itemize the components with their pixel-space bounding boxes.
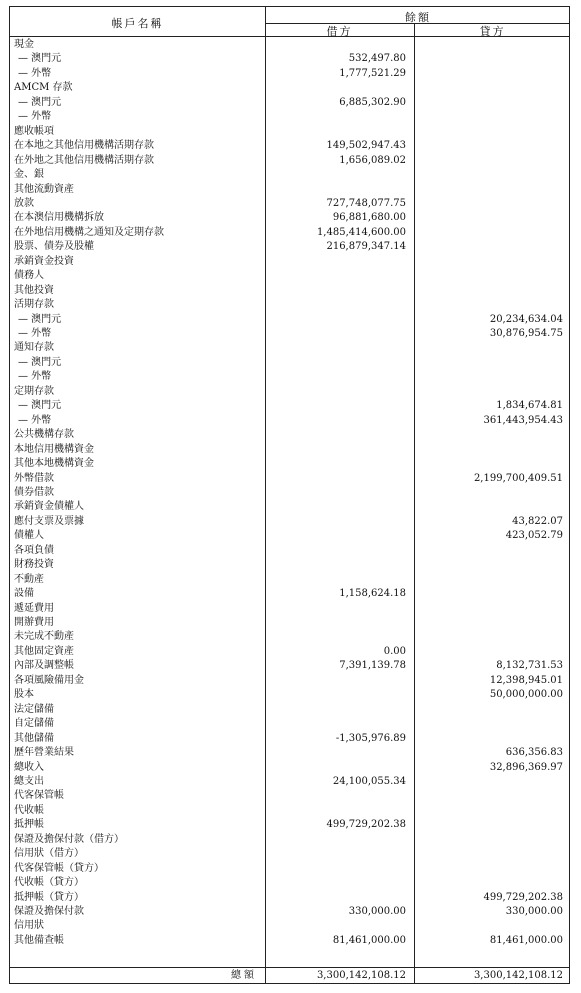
- debit-value: 499,729,202.38: [326, 819, 406, 831]
- account-label: 財務投資: [14, 559, 54, 571]
- table-row: [10, 876, 569, 891]
- debit-value: 7,391,139.78: [339, 660, 406, 672]
- account-label: 代收帳（貸方）: [14, 877, 84, 889]
- account-label: 放款: [14, 197, 34, 209]
- debit-header: 借方: [326, 25, 353, 38]
- account-label: 代客保管帳（貸方）: [14, 862, 104, 874]
- table-row: [10, 862, 569, 877]
- account-label: 債權人: [14, 530, 44, 542]
- table-row: [10, 313, 569, 328]
- table-row: [10, 529, 569, 544]
- account-label: 其他備查帳: [14, 934, 64, 946]
- debit-value: 216,879,347.14: [326, 241, 406, 253]
- table-row: [10, 659, 569, 674]
- table-row: [10, 472, 569, 487]
- credit-value: 499,729,202.38: [483, 891, 563, 903]
- table-row: [10, 558, 569, 573]
- account-label: 在外地信用機構之通知及定期存款: [14, 226, 164, 238]
- account-label: 自定儲備: [14, 718, 54, 730]
- account-label: 代收帳: [14, 804, 44, 816]
- account-label: 其他流動資產: [14, 183, 74, 195]
- account-label: — 外幣: [18, 111, 52, 123]
- account-label: AMCM 存款: [14, 82, 73, 94]
- table-row: [10, 500, 569, 515]
- account-label: 歷年營業結果: [14, 747, 74, 759]
- table-row: [10, 573, 569, 588]
- table-row: [10, 284, 569, 299]
- table-row: [10, 891, 569, 906]
- table-row: [10, 688, 569, 703]
- table-row: [10, 804, 569, 819]
- table-row: [10, 211, 569, 226]
- account-label: 本地信用機構資金: [14, 443, 94, 455]
- account-label: 定期存款: [14, 385, 54, 397]
- table-row: [10, 746, 569, 761]
- table-row: [10, 154, 569, 169]
- credit-value: 1,834,674.81: [496, 400, 563, 412]
- account-label: — 澳門元: [18, 96, 62, 108]
- account-label: 股票、債券及股權: [14, 241, 94, 253]
- table-row: [10, 919, 569, 934]
- table-row: [10, 761, 569, 776]
- debit-value: 1,656,089.02: [339, 154, 406, 166]
- debit-value: 6,885,302.90: [339, 96, 406, 108]
- debit-value: 24,100,055.34: [332, 775, 406, 787]
- table-row: [10, 717, 569, 732]
- account-label: 其他儲備: [14, 732, 54, 744]
- account-label: 外幣借款: [14, 472, 54, 484]
- account-label: 遞延費用: [14, 602, 54, 614]
- table-row: [10, 96, 569, 111]
- table-row: [10, 457, 569, 472]
- debit-value: 1,485,414,600.00: [316, 226, 406, 238]
- account-label: 抵押帳（貸方）: [14, 891, 84, 903]
- account-label: — 外幣: [18, 414, 52, 426]
- account-label: 在本澳信用機構拆放: [14, 212, 104, 224]
- table-row: [10, 847, 569, 862]
- table-row: [10, 833, 569, 848]
- table-row: [10, 703, 569, 718]
- credit-value: 50,000,000.00: [489, 689, 563, 701]
- table-row: [10, 38, 569, 53]
- account-label: 保證及擔保付款: [14, 906, 84, 917]
- credit-value: 12,398,945.01: [489, 674, 563, 686]
- account-label: 保證及擔保付款（借方）: [14, 833, 124, 845]
- debit-value: 1,777,521.29: [339, 67, 406, 79]
- account-label: — 澳門元: [18, 400, 62, 412]
- credit-value: 330,000.00: [505, 906, 563, 917]
- table-row: [10, 327, 569, 342]
- account-label: — 外幣: [18, 328, 52, 339]
- account-label: 總收入: [14, 761, 44, 773]
- debit-value: 1,158,624.18: [339, 588, 406, 600]
- account-label: — 澳門元: [18, 53, 62, 65]
- table-row: [10, 341, 569, 356]
- account-label: 股本: [14, 689, 34, 701]
- account-label: 公共機構存款: [14, 429, 74, 441]
- debit-value: 532,497.80: [348, 53, 406, 65]
- account-label: 信用狀（借方）: [14, 848, 84, 860]
- debit-value: 0.00: [383, 645, 406, 657]
- table-row: [10, 67, 569, 82]
- debit-value: 727,748,077.75: [326, 197, 406, 209]
- credit-value: 43,822.07: [512, 515, 563, 527]
- debit-value: 96,881,680.00: [332, 212, 406, 224]
- account-label: 其他投資: [14, 284, 54, 296]
- account-label: 各項負債: [14, 544, 54, 556]
- table-row: [10, 645, 569, 660]
- account-label: 抵押帳: [14, 819, 44, 831]
- debit-value: -1,305,976.89: [335, 732, 406, 744]
- account-label: 各項風險備用金: [14, 674, 84, 686]
- account-label: 在外地之其他信用機構活期存款: [14, 154, 154, 166]
- account-label: 應收帳項: [14, 125, 54, 137]
- account-label: — 澳門元: [18, 313, 62, 325]
- account-label: 現金: [14, 39, 34, 50]
- debit-value: 81,461,000.00: [332, 934, 406, 946]
- table-row: [10, 674, 569, 689]
- table-row: [10, 905, 569, 920]
- credit-value: 8,132,731.53: [496, 660, 563, 672]
- table-row: [10, 616, 569, 631]
- table-row: [10, 183, 569, 198]
- account-label: — 澳門元: [18, 356, 62, 368]
- table-row: [10, 370, 569, 385]
- table-row: [10, 544, 569, 559]
- table-row: [10, 125, 569, 140]
- table-row: [10, 240, 569, 255]
- table-row: [10, 934, 569, 949]
- account-label: 債務人: [14, 270, 44, 282]
- credit-value: 423,052.79: [505, 530, 563, 542]
- table-row: [10, 168, 569, 183]
- account-label: 未完成不動產: [14, 631, 74, 643]
- table-row: [10, 515, 569, 530]
- account-label: 代客保管帳: [14, 790, 64, 802]
- table-row: [10, 298, 569, 313]
- account-label: — 外幣: [18, 371, 52, 383]
- account-label: 其他固定資產: [14, 645, 74, 657]
- table-row: [10, 81, 569, 96]
- table-row: [10, 385, 569, 400]
- account-label: 其他本地機構資金: [14, 458, 94, 470]
- table-row: [10, 789, 569, 804]
- credit-value: 32,896,369.97: [489, 761, 563, 773]
- account-label: 設備: [14, 588, 34, 600]
- balance-sheet-table: [9, 6, 570, 984]
- table-row: [10, 587, 569, 602]
- table-row: [10, 226, 569, 241]
- table-row: [10, 197, 569, 212]
- account-name-header: 帳戶名稱: [111, 17, 164, 30]
- table-row: [10, 486, 569, 501]
- account-label: 承銷資金債權人: [14, 501, 84, 513]
- credit-value: 20,234,634.04: [489, 313, 563, 325]
- debit-value: 149,502,947.43: [326, 140, 406, 152]
- account-label: 信用狀: [14, 920, 44, 932]
- account-label: 活期存款: [14, 299, 54, 311]
- total-credit: 3,300,142,108.12: [473, 970, 563, 981]
- account-label: 不動產: [14, 573, 44, 585]
- account-label: 通知存款: [14, 342, 54, 354]
- table-row: [10, 428, 569, 443]
- table-row: [10, 414, 569, 429]
- table-row: [10, 818, 569, 833]
- account-label: 應付支票及票據: [14, 515, 84, 527]
- total-debit: 3,300,142,108.12: [316, 970, 406, 981]
- account-label: 承銷資金投資: [14, 255, 74, 267]
- credit-value: 30,876,954.75: [489, 328, 563, 339]
- account-label: 內部及調整帳: [14, 660, 74, 672]
- table-row: [10, 255, 569, 270]
- account-label: 在本地之其他信用機構活期存款: [14, 140, 154, 152]
- credit-value: 361,443,954.43: [483, 414, 563, 426]
- debit-value: 330,000.00: [348, 906, 406, 917]
- table-row: [10, 630, 569, 645]
- table-row: [10, 399, 569, 414]
- table-row: [10, 602, 569, 617]
- total-label: 總額: [231, 970, 257, 981]
- credit-value: 2,199,700,409.51: [473, 472, 563, 484]
- table-row: [10, 269, 569, 284]
- account-label: 金、銀: [14, 169, 44, 181]
- account-label: 債券借款: [14, 486, 54, 498]
- balance-header: 餘額: [405, 11, 431, 24]
- table-row: [10, 52, 569, 67]
- total-row: [10, 968, 569, 983]
- account-label: 法定儲備: [14, 703, 54, 715]
- table-row: [10, 110, 569, 125]
- table-row: [10, 139, 569, 154]
- account-label: 總支出: [14, 775, 44, 787]
- account-label: — 外幣: [18, 67, 52, 79]
- credit-value: 81,461,000.00: [489, 934, 563, 946]
- credit-value: 636,356.83: [505, 747, 563, 759]
- account-label: 開辦費用: [14, 617, 54, 628]
- table-row: [10, 443, 569, 458]
- table-row: [10, 775, 569, 790]
- credit-header: 貸方: [479, 25, 506, 38]
- table-row: [10, 732, 569, 747]
- table-row: [10, 356, 569, 371]
